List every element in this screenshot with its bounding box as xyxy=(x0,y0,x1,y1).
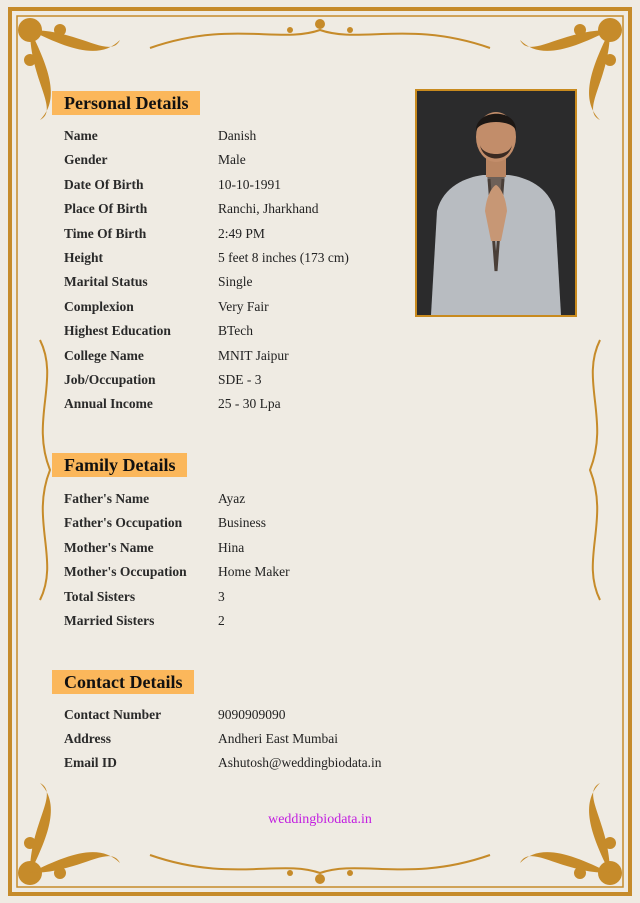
field-label: College Name xyxy=(64,347,144,363)
footer-website-link[interactable]: weddingbiodata.in xyxy=(268,812,372,827)
field-value: 9090909090 xyxy=(218,707,286,722)
field-value: BTech xyxy=(218,323,254,339)
field-label: Place Of Birth xyxy=(64,201,148,217)
field-label: Marital Status xyxy=(64,274,148,290)
field-label: Complexion xyxy=(64,298,134,314)
field-value: Danish xyxy=(218,128,257,143)
field-value: SDE - 3 xyxy=(218,372,262,387)
field-value: 10-10-1991 xyxy=(218,176,281,192)
field-label: Mother's Name xyxy=(64,539,154,555)
field-value: 25 - 30 Lpa xyxy=(218,396,281,412)
person-photo-illustration xyxy=(417,91,575,315)
field-label: Gender xyxy=(64,152,108,168)
field-value: Ranchi, Jharkhand xyxy=(218,201,319,217)
section-title-family: Family Details xyxy=(52,453,187,477)
field-label: Time Of Birth xyxy=(64,225,147,241)
field-label: Mother's Occupation xyxy=(64,564,187,580)
field-value: 3 xyxy=(218,588,225,604)
field-label: Address xyxy=(64,731,112,747)
field-label: Annual Income xyxy=(64,396,153,412)
field-value: MNIT Jaipur xyxy=(218,347,289,363)
field-label: Email ID xyxy=(64,755,117,771)
field-value: Ayaz xyxy=(218,491,246,506)
profile-photo xyxy=(415,89,577,317)
field-value: Male xyxy=(218,152,246,168)
field-value: Single xyxy=(218,274,253,290)
corner-ornament-bottom-left xyxy=(18,783,120,885)
field-label: Father's Occupation xyxy=(64,515,183,531)
field-label: Job/Occupation xyxy=(64,372,156,387)
field-label: Date Of Birth xyxy=(64,176,144,192)
field-value: 2:49 PM xyxy=(218,225,265,241)
field-label: Highest Education xyxy=(64,323,171,339)
field-label: Contact Number xyxy=(64,707,162,722)
field-label: Total Sisters xyxy=(64,588,136,604)
field-label: Height xyxy=(64,250,103,265)
field-label: Name xyxy=(64,128,98,143)
field-label: Father's Name xyxy=(64,491,150,506)
field-value: 2 xyxy=(218,613,225,628)
section-title-personal: Personal Details xyxy=(52,91,200,115)
corner-ornament-bottom-right xyxy=(520,783,622,885)
field-value: Hina xyxy=(218,539,245,555)
field-value: Very Fair xyxy=(218,298,269,314)
field-value: 5 feet 8 inches (173 cm) xyxy=(218,250,349,265)
field-value: Ashutosh@weddingbiodata.in xyxy=(218,755,382,771)
field-value: Andheri East Mumbai xyxy=(218,731,338,747)
section-title-contact: Contact Details xyxy=(52,670,194,694)
field-value: Business xyxy=(218,515,267,531)
field-label: Married Sisters xyxy=(64,613,155,628)
field-value: Home Maker xyxy=(218,564,290,580)
